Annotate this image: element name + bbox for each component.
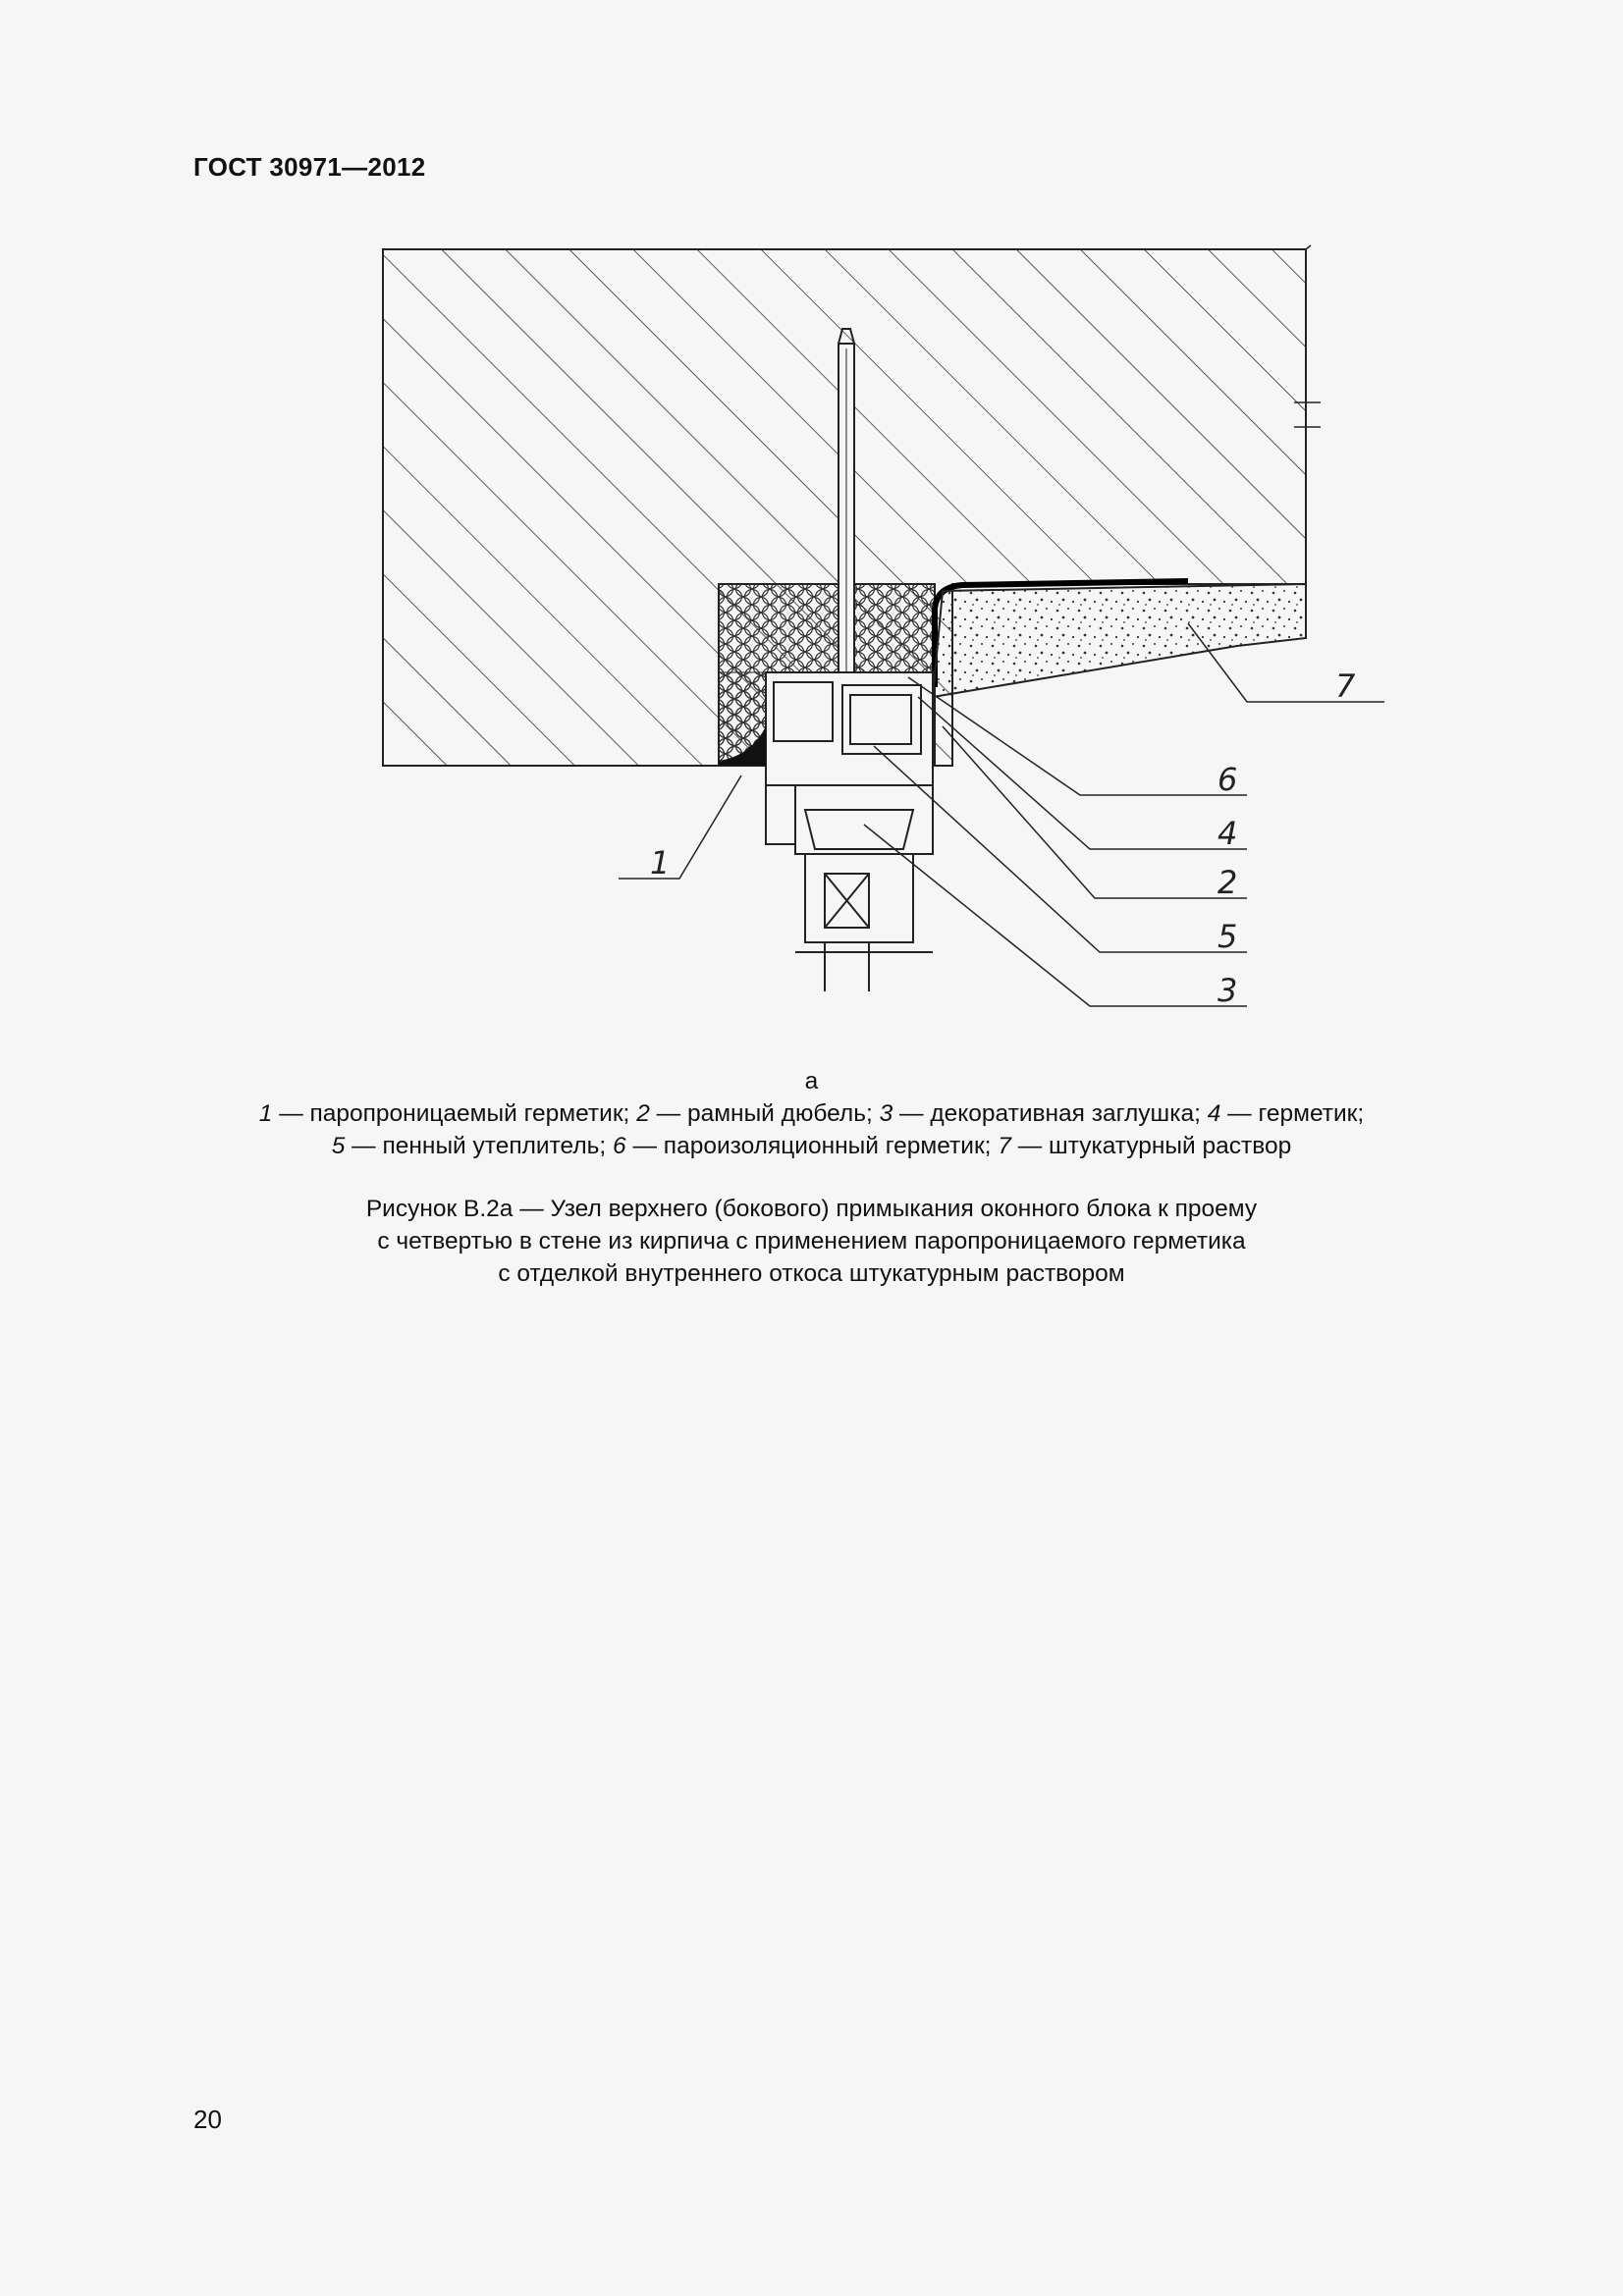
document-header: ГОСТ 30971—2012 bbox=[193, 152, 426, 182]
figure-title-line-1: Рисунок В.2а — Узел верхнего (бокового) примыкания оконного блока к проему bbox=[365, 1196, 1258, 1222]
figure-sub-label: а bbox=[804, 1068, 819, 1095]
page-number: 20 bbox=[193, 2105, 222, 2134]
callout-1: 1 bbox=[650, 844, 671, 881]
frame-dowel bbox=[839, 329, 854, 687]
callout-4: 4 bbox=[1217, 815, 1238, 852]
callout-3: 3 bbox=[1217, 972, 1238, 1009]
callout-7: 7 bbox=[1335, 667, 1356, 705]
legend-line-1: 1 — паропроницаемый герметик; 2 — рамный дюбель; 3 — декоративная заглушка; 4 — герметик; bbox=[258, 1100, 1365, 1127]
figure-title bbox=[0, 1193, 1623, 1290]
callout-6: 6 bbox=[1217, 761, 1238, 798]
window-junction-drawing bbox=[363, 236, 1443, 1041]
figure-title-line-3: с отделкой внутреннего откоса штукатурным раствором bbox=[498, 1260, 1125, 1287]
callout-2: 2 bbox=[1217, 864, 1238, 901]
legend-line-2: 5 — пенный утеплитель; 6 — пароизоляционный герметик; 7 — штукатурный раствор bbox=[331, 1133, 1292, 1159]
figure-legend bbox=[0, 1065, 1623, 1162]
figure-title-line-2: с четвертью в стене из кирпича с применением паропроницаемого герметика bbox=[377, 1228, 1246, 1255]
plaster bbox=[933, 584, 1306, 697]
window-frame bbox=[766, 672, 933, 991]
callout-5: 5 bbox=[1217, 918, 1238, 955]
